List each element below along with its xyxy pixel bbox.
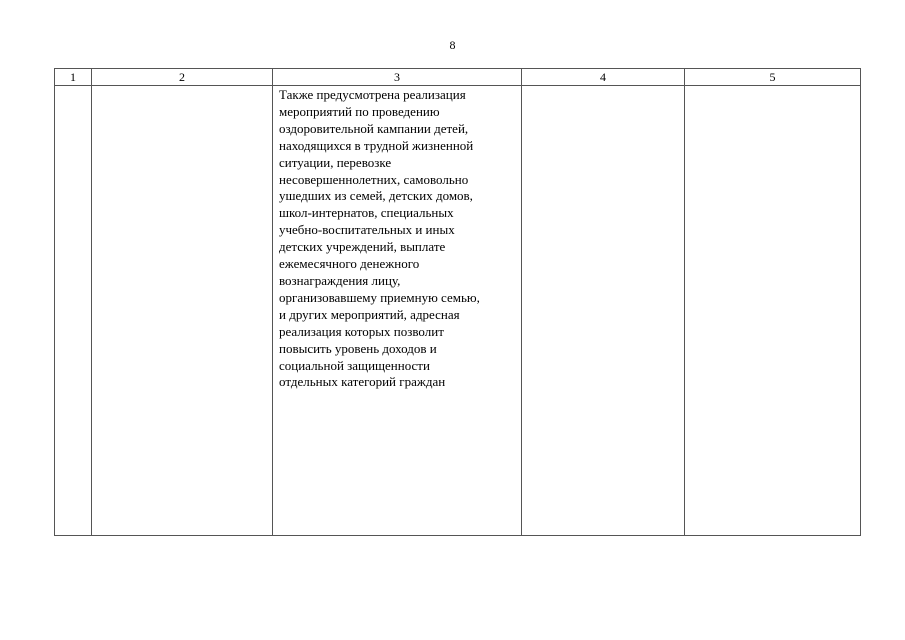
column-header-3: 3: [273, 69, 522, 86]
text-line: учебно-воспитательных и иных: [279, 222, 455, 238]
cell-col-1: [55, 86, 92, 536]
document-table: [54, 68, 861, 536]
cell-col-3: [273, 86, 522, 536]
column-header-2: 2: [92, 69, 273, 86]
text-line: ушедших из семей, детских домов,: [279, 188, 473, 204]
cell-col-4: [522, 86, 685, 536]
column-header-5: 5: [685, 69, 861, 86]
page-number: 8: [449, 38, 456, 52]
text-line: реализация которых позволит: [279, 323, 444, 339]
text-line: детских учреждений, выплате: [279, 239, 446, 255]
text-line: отдельных категорий граждан: [279, 374, 446, 390]
text-line: организовавшему приемную семью,: [279, 289, 480, 305]
description-paragraph: [273, 86, 521, 391]
text-line: находящихся в трудной жизненной: [279, 137, 474, 153]
cell-col-5: [685, 86, 861, 536]
column-header-4: 4: [522, 69, 685, 86]
text-line: школ-интернатов, специальных: [279, 205, 454, 221]
table-header-row: [55, 69, 861, 86]
text-line: оздоровительной кампании детей,: [279, 120, 469, 136]
text-line: повысить уровень доходов и: [279, 340, 437, 356]
text-line: вознаграждения лицу,: [279, 272, 401, 288]
text-line: социальной защищенности: [279, 357, 430, 373]
text-line: ситуации, перевозке: [279, 154, 392, 170]
text-line: Также предусмотрена реализация: [279, 87, 466, 102]
text-line: и других мероприятий, адресная: [279, 306, 460, 322]
text-line: мероприятий по проведению: [279, 103, 440, 119]
table-row: [55, 86, 861, 536]
cell-col-2: [92, 86, 273, 536]
text-line: ежемесячного денежного: [279, 256, 420, 272]
column-header-1: 1: [55, 69, 92, 86]
text-line: несовершеннолетних, самовольно: [279, 171, 469, 187]
